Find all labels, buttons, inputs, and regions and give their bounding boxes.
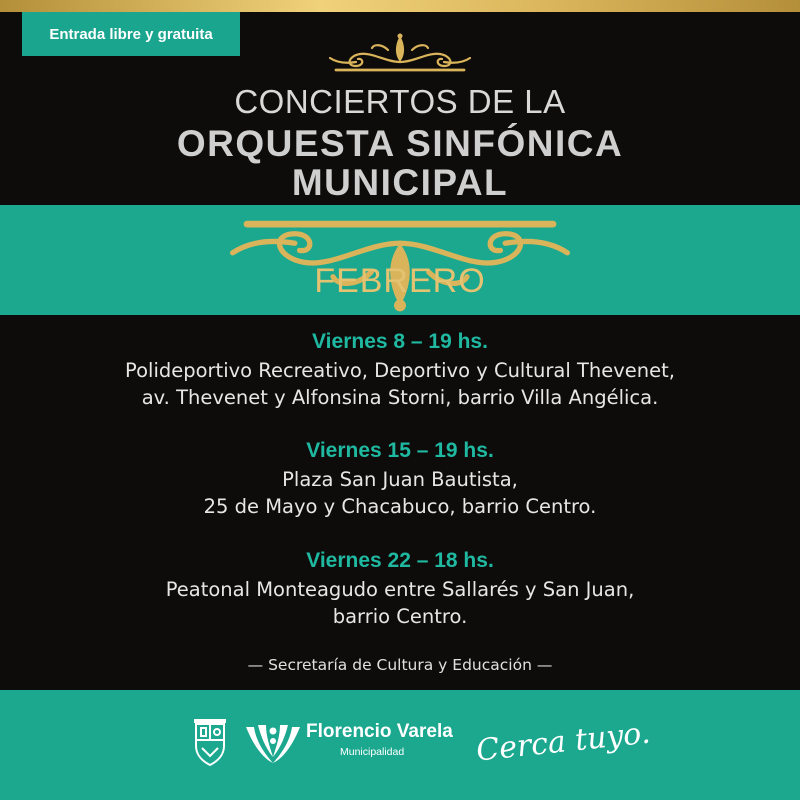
crest-icon bbox=[190, 718, 230, 768]
event-2 bbox=[0, 436, 800, 520]
free-entry-badge: Entrada libre y gratuita bbox=[22, 12, 240, 56]
event-1-venue-line-1: Polideportivo Recreativo, Deportivo y Cultural Thevenet, bbox=[125, 359, 675, 382]
event-3-venue-line-1: Peatonal Monteagudo entre Sallarés y San Juan, bbox=[165, 578, 635, 601]
event-3-venue-line-2: barrio Centro. bbox=[332, 605, 468, 628]
footer-band bbox=[0, 690, 800, 800]
title-line-3: MUNICIPAL bbox=[291, 162, 509, 203]
event-1-venue-line-2: av. Thevenet y Alfonsina Storni, barrio Villa Angélica. bbox=[141, 386, 659, 409]
event-3-datetime: Viernes 22 – 18 hs. bbox=[306, 549, 494, 572]
title-line-1: CONCIERTOS DE LA bbox=[234, 83, 566, 120]
slogan-handwritten bbox=[470, 714, 652, 770]
event-2-venue-line-2: 25 de Mayo y Chacabuco, barrio Centro. bbox=[203, 495, 597, 518]
event-1 bbox=[0, 327, 800, 411]
event-1-datetime: Viernes 8 – 19 hs. bbox=[312, 330, 488, 353]
title-line-2: ORQUESTA SINFÓNICA bbox=[176, 123, 624, 164]
ornament-top-icon bbox=[326, 32, 474, 78]
organizer-credit: — Secretaría de Cultura y Educación — bbox=[247, 656, 553, 674]
month-heading: FEBRERO bbox=[314, 262, 486, 300]
svg-text:Cerca tuyo.: Cerca tuyo. bbox=[474, 715, 652, 769]
event-2-datetime: Viernes 15 – 19 hs. bbox=[306, 439, 494, 462]
brand-subtitle: Municipalidad bbox=[340, 746, 405, 758]
brand-name: Florencio Varela bbox=[306, 721, 453, 742]
event-3 bbox=[0, 546, 800, 630]
event-2-venue-line-1: Plaza San Juan Bautista, bbox=[282, 468, 518, 491]
gold-top-bar bbox=[0, 0, 800, 12]
florencio-varela-logo-icon bbox=[244, 717, 302, 765]
